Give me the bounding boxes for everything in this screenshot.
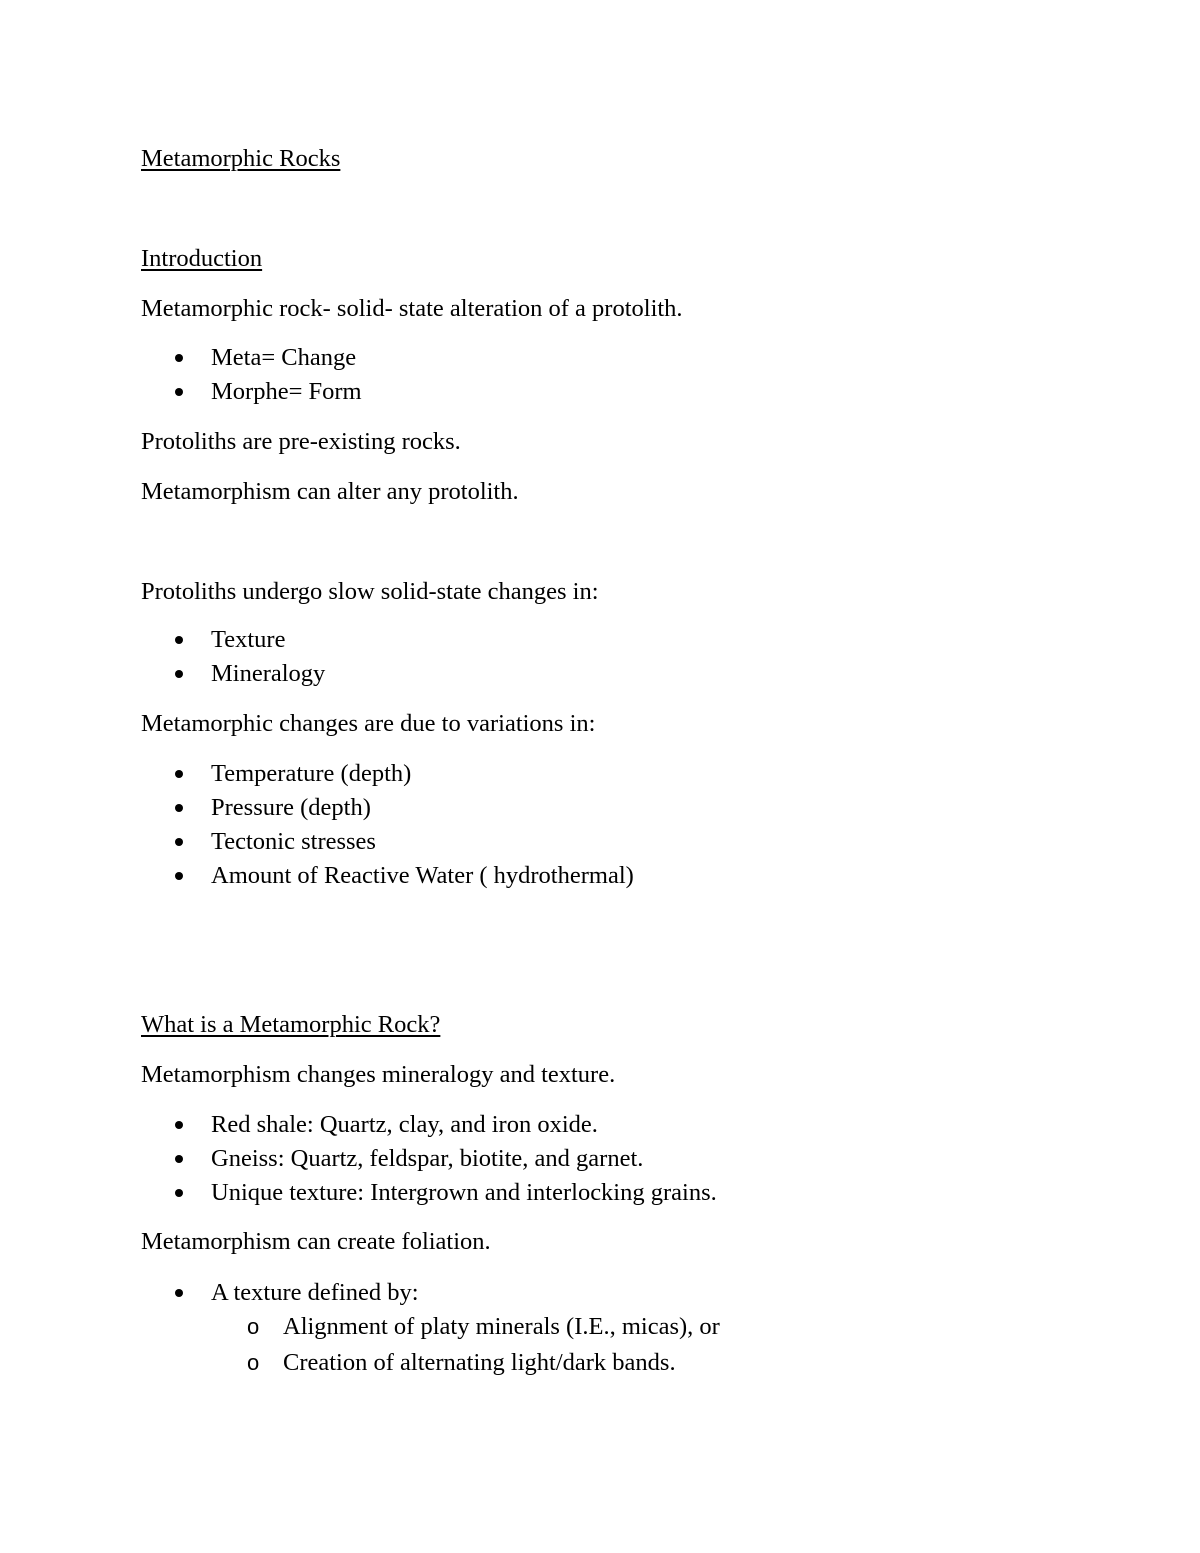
list-item: Amount of Reactive Water ( hydrothermal) [211, 862, 634, 889]
paragraph: Protoliths undergo slow solid-state changes in: [141, 578, 599, 605]
list-item: Unique texture: Intergrown and interlocking grains. [211, 1179, 717, 1206]
list-item: Pressure (depth) [211, 794, 371, 821]
list-item: Red shale: Quartz, clay, and iron oxide. [211, 1111, 598, 1138]
section-heading-introduction: Introduction [141, 245, 263, 272]
document-title: Metamorphic Rocks [141, 145, 341, 172]
list-item: Gneiss: Quartz, feldspar, biotite, and garnet. [211, 1145, 644, 1172]
list-item: Tectonic stresses [211, 828, 376, 855]
list-item: Meta= Change [211, 344, 357, 371]
list-item: A texture defined by: [211, 1279, 419, 1306]
paragraph: Protoliths are pre-existing rocks. [141, 428, 461, 455]
list-item: Texture [211, 626, 286, 653]
paragraph: Metamorphism can alter any protolith. [141, 478, 519, 505]
list-item: Temperature (depth) [211, 760, 412, 787]
section-heading-what-is: What is a Metamorphic Rock? [141, 1011, 441, 1038]
paragraph: Metamorphism can create foliation. [141, 1228, 491, 1255]
list-item: Morphe= Form [211, 378, 362, 405]
sub-list-item: o Alignment of platy minerals (I.E., micas), or [283, 1315, 720, 1340]
paragraph: Metamorphic changes are due to variations in: [141, 710, 596, 737]
sub-list-item: o Creation of alternating light/dark bands. [283, 1351, 676, 1376]
paragraph: Metamorphic rock- solid- state alteration of a protolith. [141, 295, 683, 322]
list-item: Mineralogy [211, 660, 326, 687]
paragraph: Metamorphism changes mineralogy and texture. [141, 1061, 616, 1088]
